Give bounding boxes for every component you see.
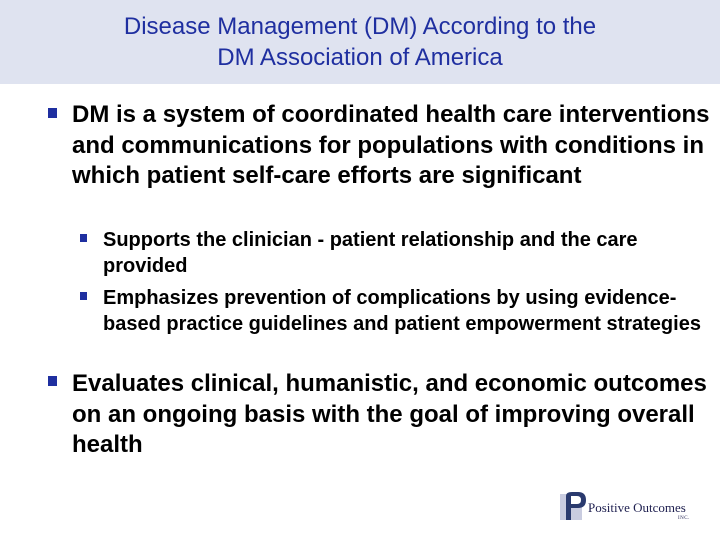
company-logo <box>558 490 698 524</box>
square-bullet-icon <box>48 376 57 386</box>
square-bullet-icon <box>80 292 87 300</box>
logo-wordmark: Positive Outcomes <box>588 500 686 515</box>
positive-outcomes-logo-icon <box>558 490 590 524</box>
square-bullet-icon <box>80 234 87 242</box>
slide-title-line-1: Disease Management (DM) According to the <box>123 13 597 40</box>
slide-title-line-2: DM Association of America <box>217 44 503 71</box>
sub-bullet-clinician-relationship: Supports the clinician - patient relationship and the care provided <box>103 229 638 277</box>
square-bullet-icon <box>48 108 57 118</box>
bullet-outcomes: Evaluates clinical, humanistic, and economic outcomes on an ongoing basis with the goal of improving overall health <box>72 370 707 458</box>
bullet-dm-definition: DM is a system of coordinated health care interventions and communications for populations with conditions in which patient self-care efforts are significant <box>72 101 710 189</box>
sub-bullet-prevention: Emphasizes prevention of complications by using evidence-based practice guidelines and patient empowerment strategies <box>103 287 701 335</box>
logo-suffix: INC. <box>678 516 690 521</box>
title-bar <box>0 0 720 84</box>
